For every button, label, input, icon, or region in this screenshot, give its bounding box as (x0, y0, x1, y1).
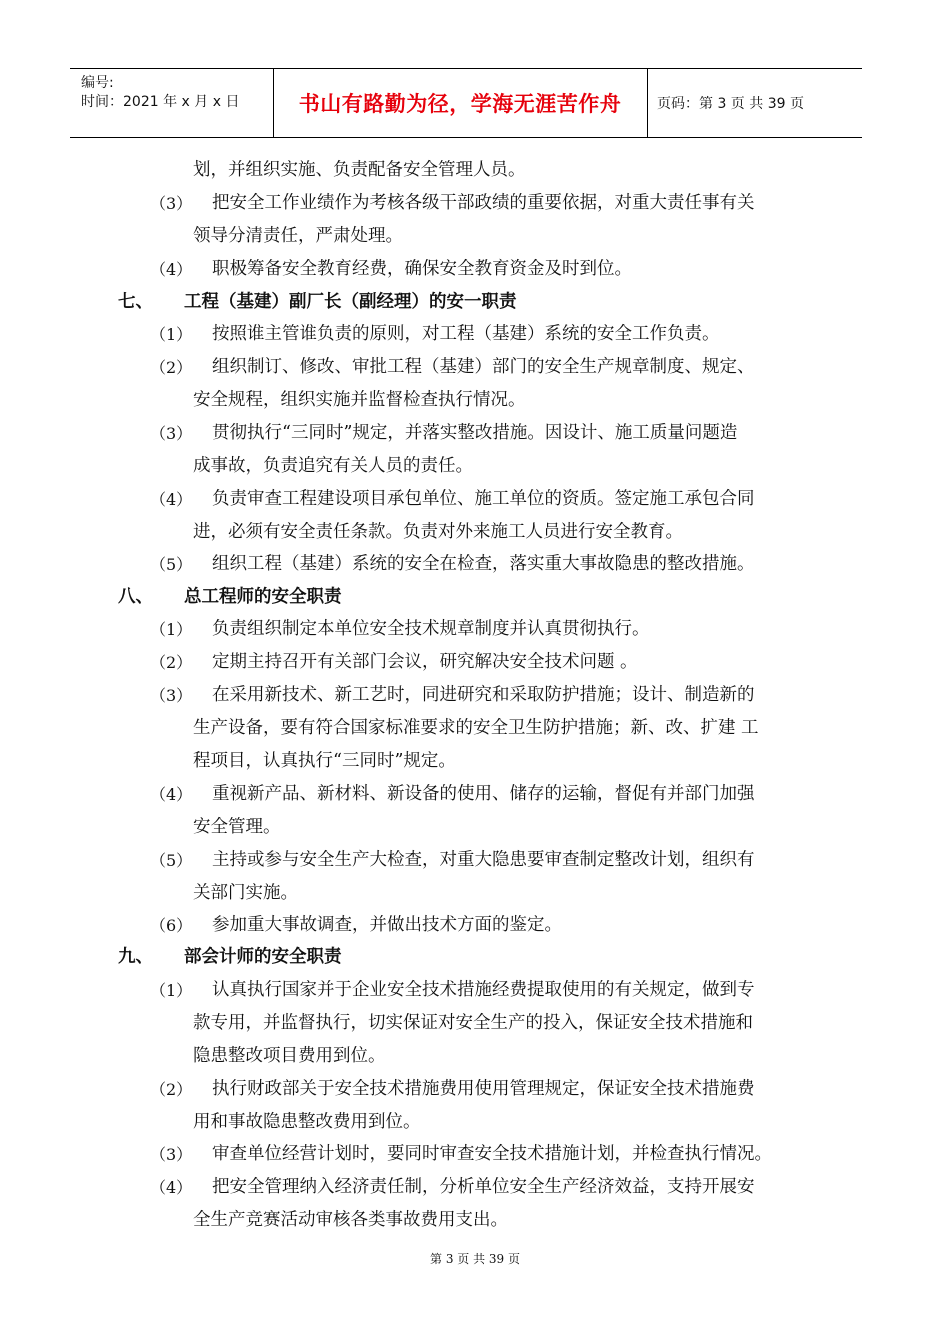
paragraph-line: 成事故，负责追究有关人员的责任。 (193, 456, 473, 476)
item-number: （4） (150, 490, 193, 509)
motto-text: 书山有路勤为径，学海无涯苦作舟 (298, 92, 622, 116)
item-number: （1） (150, 620, 193, 639)
paragraph-line: 划，并组织实施、负责配备安全管理人员。 (193, 160, 526, 180)
paragraph-line: 隐患整改项目费用到位。 (193, 1046, 386, 1066)
paragraph-line: 组织制订、修改、审批工程（基建）部门的安全生产规章制度、规定、 (212, 357, 755, 377)
paragraph-line: 按照谁主管谁负责的原则，对工程（基建）系统的安全工作负责。 (212, 324, 720, 344)
paragraph-line: 安全管理。 (193, 817, 281, 837)
item-number: （5） (150, 555, 193, 574)
paragraph-line: 把安全工作业绩作为考核各级干部政绩的重要依据，对重大责任事有关 (212, 193, 755, 213)
item-number: （3） (150, 194, 193, 213)
item-number: （3） (150, 686, 193, 705)
header-info-cell (70, 69, 274, 137)
item-number: （5） (150, 851, 193, 870)
paragraph-line: 职极筹备安全教育经费，确保安全教育资金及时到位。 (212, 259, 632, 279)
item-number: （2） (150, 1080, 193, 1099)
paragraph-line: 用和事故隐患整改费用到位。 (193, 1112, 421, 1132)
page-header (70, 68, 862, 138)
paragraph-line: 贯彻执行“三同时”规定，并落实整改措施。因设计、施工质量问题造 (212, 423, 738, 443)
paragraph-line: 重视新产品、新材料、新设备的使用、储存的运输，督促有并部门加强 (212, 784, 755, 804)
section-number: 九、 (118, 947, 153, 967)
paragraph-line: 生产设备，要有符合国家标准要求的安全卫生防护措施；新、改、扩建 工 (193, 718, 759, 738)
paragraph-line: 负责组织制定本单位安全技术规章制度并认真贯彻执行。 (212, 619, 650, 639)
paragraph-line: 安全规程，组织实施并监督检查执行情况。 (193, 390, 526, 410)
paragraph-line: 款专用，并监督执行，切实保证对安全生产的投入，保证安全技术措施和 (193, 1013, 753, 1033)
paragraph-line: 审查单位经营计划时，要同时审查安全技术措施计划，并检查执行情况。 (212, 1144, 772, 1164)
section-number: 八、 (118, 587, 153, 607)
header-page-number: 页码：第 3 页 共 39 页 (657, 96, 804, 112)
paragraph-line: 把安全管理纳入经济责任制，分析单位安全生产经济效益，支持开展安 (212, 1177, 755, 1197)
item-number: （1） (150, 981, 193, 1000)
item-number: （4） (150, 1178, 193, 1197)
paragraph-line: 认真执行国家并于企业安全技术措施经费提取使用的有关规定，做到专 (212, 980, 755, 1000)
paragraph-line: 定期主持召开有关部门会议，研究解决安全技术问题 。 (212, 652, 638, 672)
header-page-cell (647, 69, 862, 137)
item-number: （3） (150, 424, 193, 443)
section-number: 七、 (118, 292, 153, 312)
paragraph-line: 领导分清责任，严肃处理。 (193, 226, 403, 246)
section-heading: 总工程师的安全职责 (184, 587, 342, 607)
item-number: （3） (150, 1145, 193, 1164)
paragraph-line: 负责审查工程建设项目承包单位、施工单位的资质。签定施工承包合同 (212, 489, 755, 509)
item-number: （1） (150, 325, 193, 344)
paragraph-line: 参加重大事故调查，并做出技术方面的鉴定。 (212, 915, 562, 935)
item-number: （6） (150, 916, 193, 935)
section-heading: 工程（基建）副厂长（副经理）的安一职责 (184, 292, 517, 312)
paragraph-line: 关部门实施。 (193, 883, 298, 903)
paragraph-line: 在采用新技术、新工艺时，同进研究和采取防护措施；设计、制造新的 (212, 685, 755, 705)
item-number: （4） (150, 785, 193, 804)
paragraph-line: 全生产竞赛活动审核各类事故费用支出。 (193, 1210, 508, 1230)
paragraph-line: 执行财政部关于安全技术措施费用使用管理规定，保证安全技术措施费 (212, 1079, 755, 1099)
paragraph-line: 进，必须有安全责任条款。负责对外来施工人员进行安全教育。 (193, 522, 683, 542)
item-number: （2） (150, 358, 193, 377)
paragraph-line: 组织工程（基建）系统的安全在检查，落实重大事故隐患的整改措施。 (212, 554, 755, 574)
paragraph-line: 主持或参与安全生产大检查，对重大隐患要审查制定整改计划，组织有 (212, 850, 755, 870)
item-number: （4） (150, 260, 193, 279)
document-date: 时间：2021 年 x 月 x 日 (81, 94, 240, 110)
section-heading: 部会计师的安全职责 (184, 947, 342, 967)
header-motto-cell (273, 69, 648, 137)
document-number: 编号: (81, 75, 114, 91)
item-number: （2） (150, 653, 193, 672)
page-footer: 第 3 页 共 39 页 (430, 1252, 520, 1266)
paragraph-line: 程项目，认真执行“三同时”规定。 (193, 751, 456, 771)
